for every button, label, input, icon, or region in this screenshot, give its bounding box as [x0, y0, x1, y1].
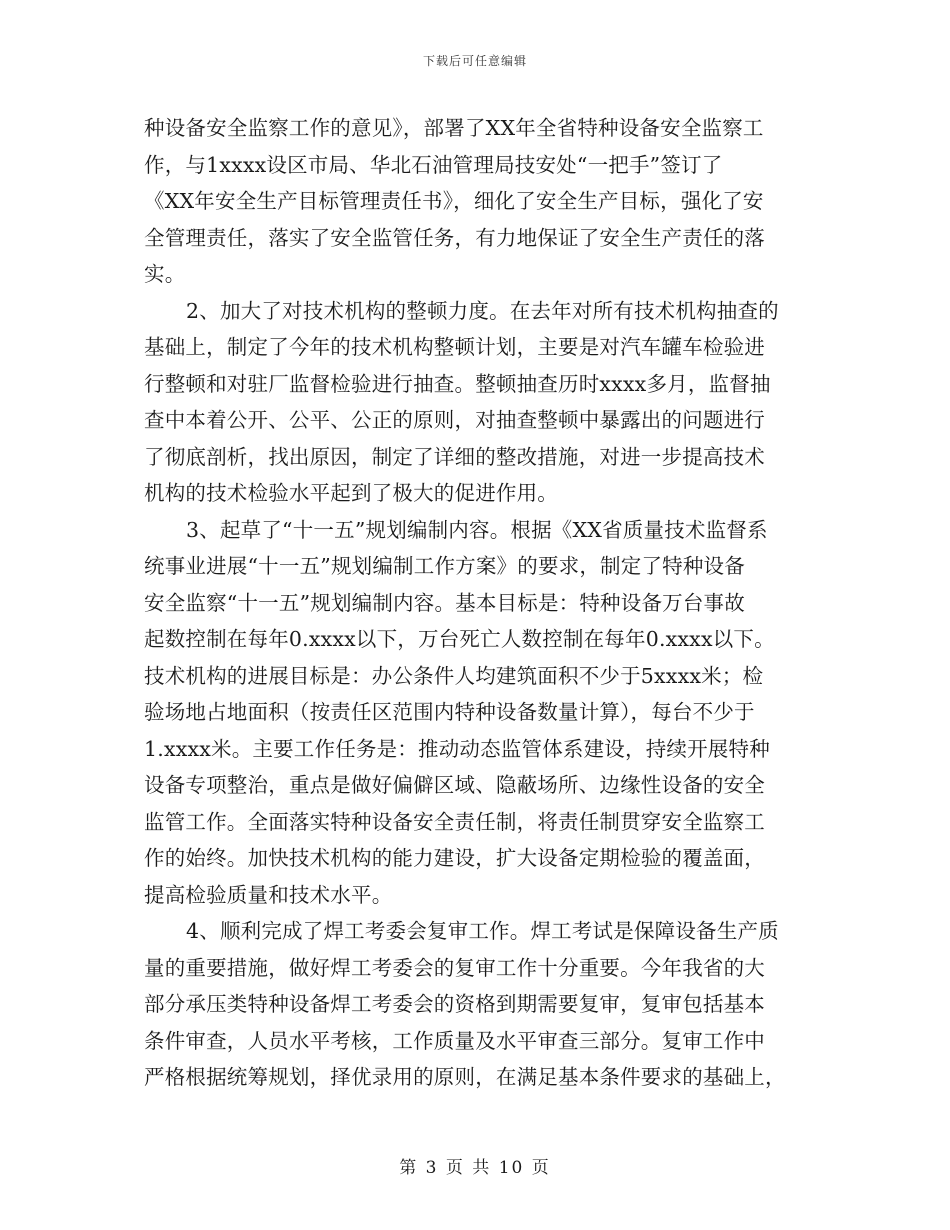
- body-text-line: 部分承压类特种设备焊工考委会的资格到期需要复审，复审包括基本: [144, 992, 765, 1016]
- document-body: [144, 110, 806, 1096]
- body-text-line: 基础上，制定了今年的技术机构整顿计划，主要是对汽车罐车检验进: [144, 335, 765, 359]
- body-text-line: 安全监察“十一五”规划编制内容。基本目标是：特种设备万台事故: [144, 590, 745, 615]
- body-text-line: 监管工作。全面落实特种设备安全责任制，将责任制贯穿安全监察工: [144, 809, 765, 834]
- body-text-line: 起数控制在每年0.xxxx以下，万台死亡人数控制在每年0.xxxx以下。: [144, 627, 775, 651]
- body-text-line: 种设备安全监察工作的意见》，部署了XX年全省特种设备安全监察工: [144, 116, 764, 140]
- body-text-line: 1.xxxx米。主要工作任务是：推动动态监管体系建设，持续开展特种: [144, 736, 770, 761]
- body-text-line: 机构的技术检验水平起到了极大的促进作用。: [144, 481, 558, 505]
- body-text-line: 设备专项整治，重点是做好偏僻区域、隐蔽场所、边缘性设备的安全: [144, 773, 765, 797]
- body-text-line: 统事业进展“十一五”规划编制工作方案》的要求，制定了特种设备: [144, 554, 745, 578]
- paragraph-first-line: 2、加大了对技术机构的整顿力度。在去年对所有技术机构抽查的: [186, 298, 779, 323]
- body-text-line: 严格根据统筹规划，择优录用的原则，在满足基本条件要求的基础上，: [144, 1065, 786, 1089]
- paragraph-first-line: 4、顺利完成了焊工考委会复审工作。焊工考试是保障设备生产质: [186, 919, 779, 943]
- page-number-footer: 第 3 页 共 10 页: [399, 1158, 551, 1178]
- page-header: 下载后可任意编辑: [422, 54, 527, 68]
- body-text-line: 行整顿和对驻厂监督检验进行抽查。整顿抽查历时xxxx多月，监督抽: [144, 371, 771, 396]
- body-text-line: 作的始终。加快技术机构的能力建设，扩大设备定期检验的覆盖面，: [144, 846, 765, 870]
- body-text-line: 验场地占地面积（按责任区范围内特种设备数量计算），每台不少于: [144, 700, 755, 724]
- body-text-line: 了彻底剖析，找出原因，制定了详细的整改措施，对进一步提高技术: [144, 444, 765, 469]
- body-text-line: 技术机构的进展目标是：办公条件人均建筑面积不少于5xxxx米；检: [144, 663, 764, 688]
- body-text-line: 全管理责任，落实了安全监管任务，有力地保证了安全生产责任的落: [144, 225, 765, 250]
- body-text-line: 量的重要措施，做好焊工考委会的复审工作十分重要。今年我省的大: [144, 955, 765, 980]
- body-text-line: 条件审查，人员水平考核，工作质量及水平审查三部分。复审工作中: [144, 1028, 765, 1053]
- paragraph-first-line: 3、起草了“十一五”规划编制内容。根据《XX省质量技术监督系: [186, 517, 768, 542]
- body-text-line: 查中本着公开、公平、公正的原则，对抽查整顿中暴露出的问题进行: [144, 408, 765, 432]
- body-text-line: 《XX年安全生产目标管理责任书》，细化了安全生产目标，强化了安: [144, 189, 764, 213]
- body-text-line: 作，与1xxxx设区市局、华北石油管理局技安处“一把手”签订了: [144, 152, 723, 177]
- body-text-line: 提高检验质量和技术水平。: [144, 882, 393, 907]
- body-text-line: 实。: [144, 262, 186, 286]
